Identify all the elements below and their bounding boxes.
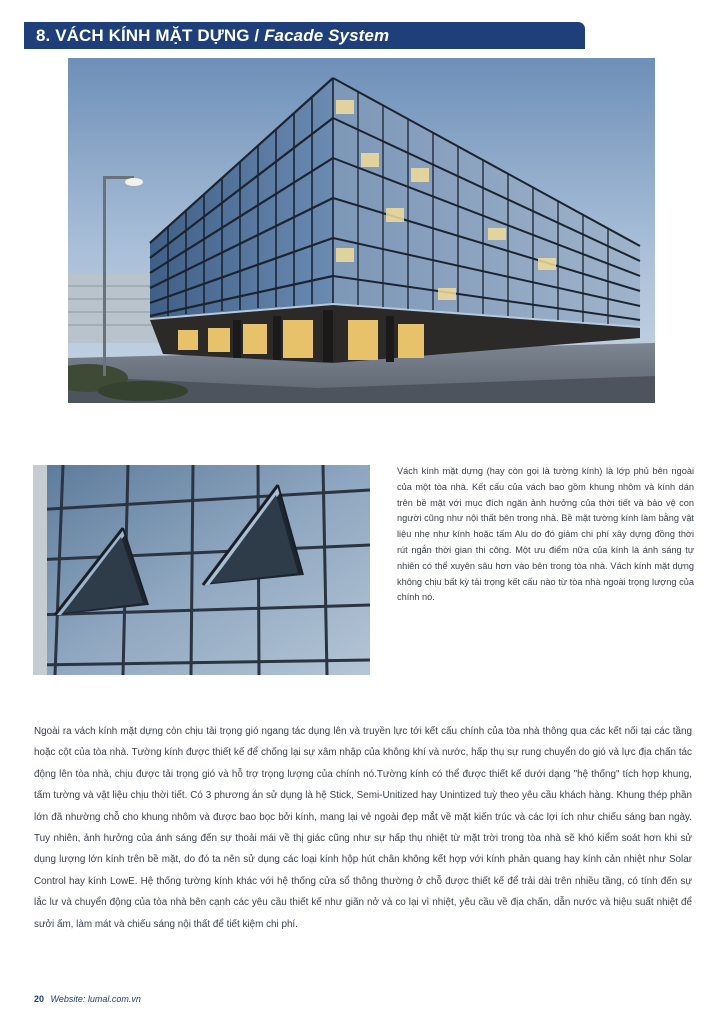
glass-curtain-wall-vents-photo	[33, 465, 370, 675]
intro-paragraph: Vách kính mặt dựng (hay còn gọi là tường kính) là lớp phủ bên ngoài của một tòa nhà. Kết cấu của vách bao gồm khung nhôm và kính dán trên bề mặt với mục đích ngăn ảnh hưởng của thời tiết và bảo vệ con người cũng như nội thất bên trong nhà. Bề mặt tường kính làm bằng vật liệu nhẹ như kính hoặc tấm Alu do đó giảm chi phí xây dựng đồng thời rút ngắn thời gian thi công. Một ưu điểm nữa của kính là ánh sáng tự nhiên có thể xuyên sâu hơn vào bên trong tòa nhà. Vách kính mặt dựng không chịu bất kỳ tải trọng kết cấu nào từ tòa nhà ngoài trọng lượng của chính nó.	[397, 466, 694, 603]
main-paragraph: Ngoài ra vách kính mặt dựng còn chịu tải trọng gió ngang tác dụng lên và truyền lực tới kết cấu chính của tòa nhà thông qua các kết nối tại các tầng hoặc cột của tòa nhà. Tường kính được thiết kế để chống lại sự xâm nhập của không khí và nước, hấp thụ sự rung chuyển do gió và lực địa chấn tác động lên tòa nhà, chịu được tải trọng gió và hỗ trợ trọng lượng của chính nó.Tường kính có thể được thiết kế dưới dạng "hệ thống" tích hợp khung, tấm tường và vật liệu chịu thời tiết. Có 3 phương án sử dụng là hệ Stick, Semi-Unitized hay Unintized tuỳ theo yêu cầu khách hàng. Khung thép phần lớn đã nhường chỗ cho khung nhôm và được bao bọc bởi kính, mang lại vẻ ngoài đẹp mắt về mặt kiến trúc và các lợi ích như chiếu sáng ban ngày. Tuy nhiên, ảnh hưởng của ánh sáng đến sự thoải mái về thị giác cũng như sự hấp thụ nhiệt từ mặt trời trong tòa nhà sẽ khó kiểm soát hơn khi sử dụng lượng lớn kính trên bề mặt, do đó ta nên sử dụng các loại kính hộp hút chân không kết hợp với kính phản quang hay kính cản nhiệt như Solar Control hay kính LowE. Hệ thống tường kính khác với hệ thống cửa sổ thông thường ở chỗ được thiết kế để trải dài trên nhiều tầng, có tính đến sự lắc lư và chuyển động của tòa nhà bên cạnh các yêu cầu thiết kế như giãn nở và co lại vì nhiệt, yêu cầu về địa chấn, dẫn nước và hiệu suất nhiệt để sưởi ấm, làm mát và chiếu sáng nội thất để tiết kiệm chi phí.	[34, 726, 692, 930]
page-number: 20	[34, 994, 45, 1004]
website-link: Website: lumal.com.vn	[50, 994, 141, 1004]
facade-building-photo	[68, 58, 655, 403]
section-title-en: Facade System	[264, 26, 390, 45]
section-title-vi: 8. VÁCH KÍNH MẶT DỰNG /	[36, 26, 260, 45]
section-title	[36, 25, 389, 47]
page-footer	[34, 992, 141, 1006]
